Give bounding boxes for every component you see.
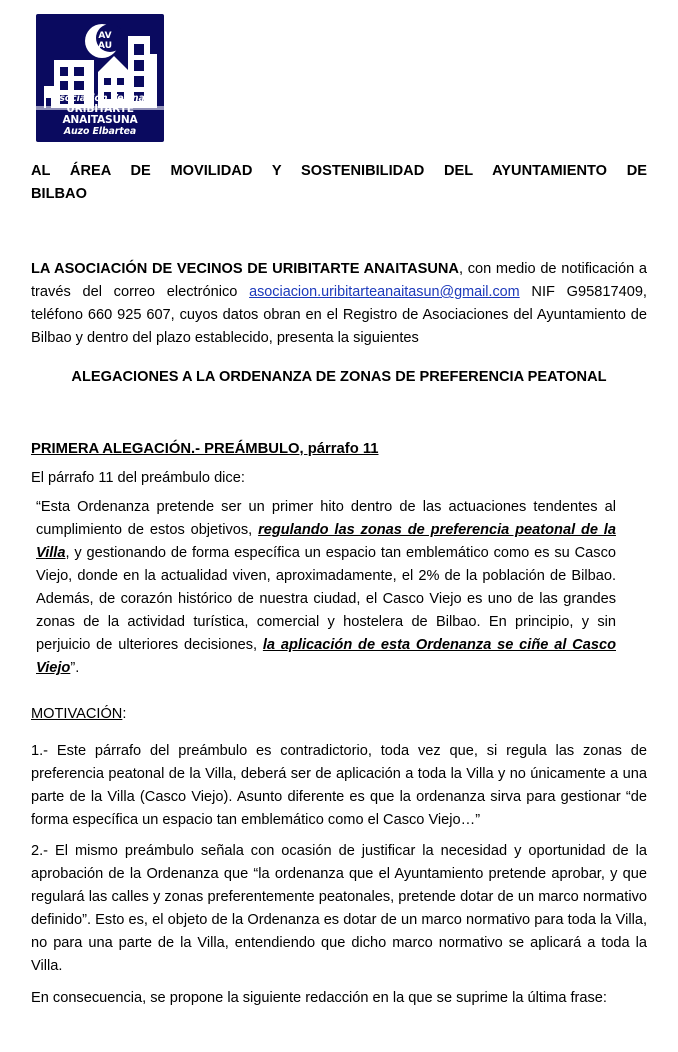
first-allegation-heading bbox=[31, 438, 647, 460]
ordinance-quote-block bbox=[36, 496, 616, 680]
quote-part-2: , y gestionando de forma específica un espacio tan emblemático como es su Casco Viejo, donde en la actualidad viven, aproximadamente, el 2% de la población de Bilbao. Además, de corazón histórico de nuestra ciudad, el Casco Viejo es uno de las grandes zonas de la actividad turística, comercial y hostelera de Bilbao. En principio, y sin perjuicio de ulteriores decisiones, bbox=[36, 545, 616, 653]
logo-line-2: URIBITARTE ANAITASUNA bbox=[62, 102, 138, 127]
moon-letters-bottom-text: AU bbox=[98, 41, 112, 51]
document-title: ALEGACIONES A LA ORDENANZA DE ZONAS DE PREFERENCIA PEATONAL bbox=[71, 369, 607, 385]
quote-emphasis-2: la aplicación de esta Ordenanza se ciñe al Casco Viejo bbox=[36, 637, 616, 676]
addressee-line-2: BILBAO bbox=[31, 186, 87, 202]
association-logo bbox=[36, 14, 164, 142]
motivacion-label: MOTIVACIÓN bbox=[31, 706, 123, 722]
quote-part-3: ”. bbox=[70, 660, 80, 676]
logo-line-1: Asociación Vecinal bbox=[52, 92, 148, 104]
association-email-link[interactable]: asociacion.uribitarteanaitasun@gmail.com bbox=[249, 284, 520, 300]
motivacion-paragraph-1: 1.- Este párrafo del preámbulo es contradictorio, toda vez que, si regula las zonas de preferencia peatonal de la Villa, deberá ser de aplicación a toda la Villa y no únicamente a una parte de la Villa (Casco Viejo). Asunto diferente es que la ordenanza sirva para gestionar “de forma específica un espacio tan emblemático como el Casco Viejo…” bbox=[31, 743, 647, 828]
motivacion-paragraph-3: En consecuencia, se propone la siguiente redacción en la que se suprime la última frase: bbox=[31, 990, 607, 1006]
motivacion-paragraph-2: 2.- El mismo preámbulo señala con ocasión de justificar la necesidad y oportunidad de la aprobación de la Ordenanza que “la ordenanza que el Ayuntamiento pretende aprobar, y que regulará las calles y zonas preferentemente peatonales, pretende dotar de un marco normativo definido”. Esto es, el objeto de la Ordenanza es dotar de un marco normativo para toda la Villa, no para una parte de la Villa, entendiendo que dicho marco normativo se aplicará a toda la Villa. bbox=[31, 843, 647, 974]
motivacion-colon: : bbox=[122, 706, 127, 722]
logo-line-3: Auzo Elbartea bbox=[63, 125, 137, 137]
first-allegation-lead: El párrafo 11 del preámbulo dice: bbox=[31, 470, 245, 486]
logo-canvas bbox=[36, 14, 164, 142]
logo-wordmark bbox=[36, 94, 164, 137]
moon-letters-top-text: AV bbox=[98, 31, 112, 41]
quote-part-1: “Esta Ordenanza pretende ser un primer hito dentro de las actuaciones tendentes al cumplimiento de estos objetivos, bbox=[36, 499, 616, 538]
quote-emphasis-1: regulando las zonas de preferencia peatonal de la Villa bbox=[36, 522, 616, 561]
addressee-line-1: AL ÁREA DE MOVILIDAD Y SOSTENIBILIDAD DEL AYUNTAMIENTO DE bbox=[31, 163, 647, 179]
association-text-after-email: NIF G95817409, teléfono 660 925 607, cuyos datos obran en el Registro de Asociaciones del Ayuntamiento de Bilbao y dentro del plazo establecido, presenta la siguientes bbox=[31, 284, 647, 346]
association-identification-paragraph bbox=[31, 258, 647, 350]
association-text-before-email: , con medio de notificación a través del correo electrónico bbox=[31, 261, 648, 300]
addressee-heading bbox=[31, 160, 647, 206]
first-allegation-heading-text: PRIMERA ALEGACIÓN.- PREÁMBULO, párrafo 11 bbox=[31, 441, 379, 457]
association-name: LA ASOCIACIÓN DE VECINOS DE URIBITARTE ANAITASUNA bbox=[31, 261, 459, 277]
motivacion-heading bbox=[31, 703, 647, 726]
